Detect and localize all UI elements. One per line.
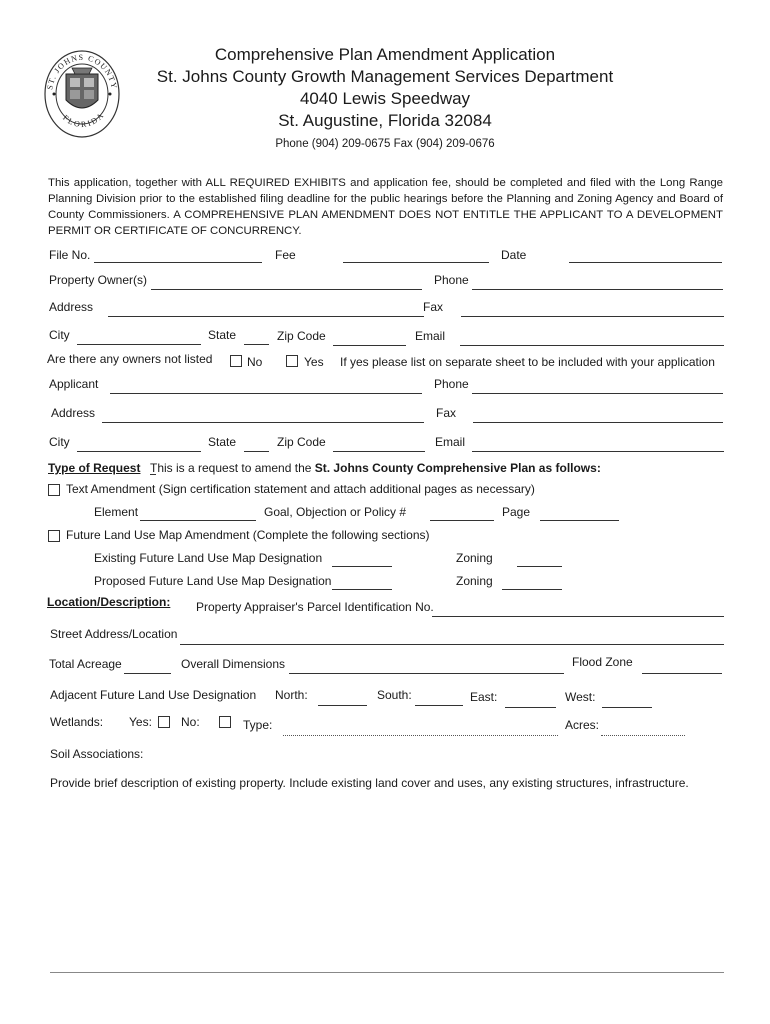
- proposed-designation-label: Proposed Future Land Use Map Designation: [94, 574, 332, 588]
- element-field[interactable]: [140, 520, 256, 521]
- wetlands-yes-label: Yes:: [129, 715, 152, 729]
- request-lead-bold: St. Johns County Comprehensive Plan as follows:: [314, 461, 601, 475]
- applicant-zip-label: Zip Code: [277, 435, 326, 449]
- date-label: Date: [501, 248, 527, 262]
- date-field[interactable]: [569, 262, 722, 263]
- existing-designation-field[interactable]: [332, 566, 392, 567]
- flum-checkbox[interactable]: [48, 530, 60, 542]
- wetlands-type-field[interactable]: [283, 735, 558, 736]
- owner-email-field[interactable]: [460, 345, 724, 346]
- applicant-address-field[interactable]: [102, 422, 424, 423]
- parcel-field[interactable]: [432, 616, 724, 617]
- applicant-city-field[interactable]: [77, 451, 201, 452]
- request-lead: [150, 461, 601, 475]
- proposed-zoning-field[interactable]: [502, 589, 562, 590]
- request-lead-text: This is a request to amend the: [150, 461, 315, 475]
- street-location-field[interactable]: [180, 644, 724, 645]
- seal-bottom-text: FLORIDA: [61, 109, 107, 130]
- fee-label: Fee: [275, 248, 296, 262]
- other-owners-no-label: No: [247, 355, 263, 369]
- soil-associations-label: Soil Associations:: [50, 747, 144, 761]
- street-address: 4040 Lewis Speedway: [299, 89, 471, 108]
- applicant-address-label: Address: [51, 406, 96, 420]
- wetlands-no-checkbox[interactable]: [219, 716, 231, 728]
- property-owners-field[interactable]: [151, 289, 422, 290]
- owner-zip-label: Zip Code: [277, 329, 326, 343]
- applicant-label: Applicant: [49, 377, 99, 391]
- west-label: West:: [565, 690, 596, 704]
- applicant-field[interactable]: [110, 393, 422, 394]
- owner-fax-field[interactable]: [461, 316, 724, 317]
- seal-top-text: ST. JOHNS COUNTY: [45, 52, 119, 91]
- west-field[interactable]: [602, 707, 652, 708]
- applicant-state-field[interactable]: [244, 451, 269, 452]
- owner-city-label: City: [49, 328, 70, 342]
- other-owners-yes-label: Yes: [304, 355, 324, 369]
- property-description-instruction: Provide brief description of existing property. Include existing land cover and uses, any existing structures, infrastructure.: [50, 776, 689, 790]
- property-owners-label: Property Owner(s): [49, 273, 148, 287]
- goal-field[interactable]: [430, 520, 494, 521]
- total-acreage-field[interactable]: [124, 673, 171, 674]
- north-label: North:: [275, 688, 308, 702]
- flum-label: Future Land Use Map Amendment (Complete the following sections): [66, 528, 430, 542]
- south-field[interactable]: [415, 705, 463, 706]
- other-owners-no-checkbox[interactable]: [230, 355, 242, 367]
- location-heading: Location/Description:: [47, 595, 171, 609]
- flood-zone-label: Flood Zone: [572, 655, 633, 669]
- south-label: South:: [377, 688, 412, 702]
- phone-fax: Phone (904) 209-0675 Fax (904) 209-0676: [275, 138, 495, 150]
- applicant-city-label: City: [49, 435, 70, 449]
- wetlands-acres-field[interactable]: [601, 735, 685, 736]
- file-no-label: File No.: [49, 248, 91, 262]
- text-amendment-checkbox[interactable]: [48, 484, 60, 496]
- other-owners-yes-checkbox[interactable]: [286, 355, 298, 367]
- file-no-field[interactable]: [94, 262, 262, 263]
- street-location-label: Street Address/Location: [50, 627, 178, 641]
- overall-dimensions-field[interactable]: [289, 673, 564, 674]
- owner-zip-field[interactable]: [333, 345, 406, 346]
- parcel-label: Property Appraiser's Parcel Identification No.: [196, 600, 434, 614]
- owner-state-field[interactable]: [244, 344, 269, 345]
- wetlands-acres-label: Acres:: [565, 718, 600, 732]
- applicant-phone-label: Phone: [434, 377, 469, 391]
- east-field[interactable]: [505, 707, 556, 708]
- wetlands-yes-checkbox[interactable]: [158, 716, 170, 728]
- existing-zoning-label: Zoning: [456, 551, 493, 565]
- existing-zoning-field[interactable]: [517, 566, 562, 567]
- other-owners-label: Are there any owners not listed: [47, 352, 213, 366]
- existing-designation-label: Existing Future Land Use Map Designation: [94, 551, 323, 565]
- applicant-email-label: Email: [435, 435, 466, 449]
- request-lead-underline: [150, 474, 156, 475]
- wetlands-label: Wetlands:: [50, 715, 104, 729]
- department-name: St. Johns County Growth Management Services Department: [156, 67, 614, 86]
- applicant-email-field[interactable]: [472, 451, 724, 452]
- fee-field[interactable]: [343, 262, 489, 263]
- overall-dimensions-label: Overall Dimensions: [181, 657, 286, 671]
- owner-city-field[interactable]: [77, 344, 201, 345]
- form-title: Comprehensive Plan Amendment Application: [214, 45, 556, 64]
- city-address: St. Augustine, Florida 32084: [278, 111, 492, 130]
- applicant-state-label: State: [208, 435, 237, 449]
- goal-label: Goal, Objection or Policy #: [264, 505, 407, 519]
- owner-address-field[interactable]: [108, 316, 424, 317]
- applicant-zip-field[interactable]: [333, 451, 425, 452]
- type-of-request-heading: Type of Request: [48, 461, 141, 475]
- text-amendment-label: Text Amendment (Sign certification statement and attach additional pages as necessary): [66, 482, 535, 496]
- other-owners-note: If yes please list on separate sheet to be included with your application: [340, 355, 715, 369]
- owner-state-label: State: [208, 328, 237, 342]
- north-field[interactable]: [318, 705, 367, 706]
- page-field[interactable]: [540, 520, 619, 521]
- applicant-fax-label: Fax: [436, 406, 457, 420]
- owner-phone-label: Phone: [434, 273, 469, 287]
- owner-address-label: Address: [49, 300, 94, 314]
- owner-phone-field[interactable]: [472, 289, 723, 290]
- proposed-designation-field[interactable]: [332, 589, 392, 590]
- page-label: Page: [502, 505, 531, 519]
- east-label: East:: [470, 690, 498, 704]
- owner-email-label: Email: [415, 329, 446, 343]
- wetlands-type-label: Type:: [243, 718, 273, 732]
- applicant-phone-field[interactable]: [472, 393, 723, 394]
- intro-paragraph: This application, together with ALL REQUIRED EXHIBITS and application fee, should be completed and filed with the Long Range Planning Division prior to the established filing deadline for the public hearings before the Planning and Zoning Agency and Board of County Commissioners. A COMPREHENSIVE PLAN AMENDMENT DOES NOT ENTITLE THE APPLICANT TO A DEVELOPMENT PERMIT OR CERTIFICATE OF CONCURRENCY.: [48, 177, 723, 237]
- proposed-zoning-label: Zoning: [456, 574, 493, 588]
- adjacent-designation-label: Adjacent Future Land Use Designation: [50, 688, 257, 702]
- total-acreage-label: Total Acreage: [49, 657, 122, 671]
- element-label: Element: [94, 505, 139, 519]
- flood-zone-field[interactable]: [642, 673, 722, 674]
- wetlands-no-label: No:: [181, 715, 200, 729]
- owner-fax-label: Fax: [423, 300, 444, 314]
- applicant-fax-field[interactable]: [473, 422, 723, 423]
- description-bottom-line[interactable]: [50, 972, 724, 973]
